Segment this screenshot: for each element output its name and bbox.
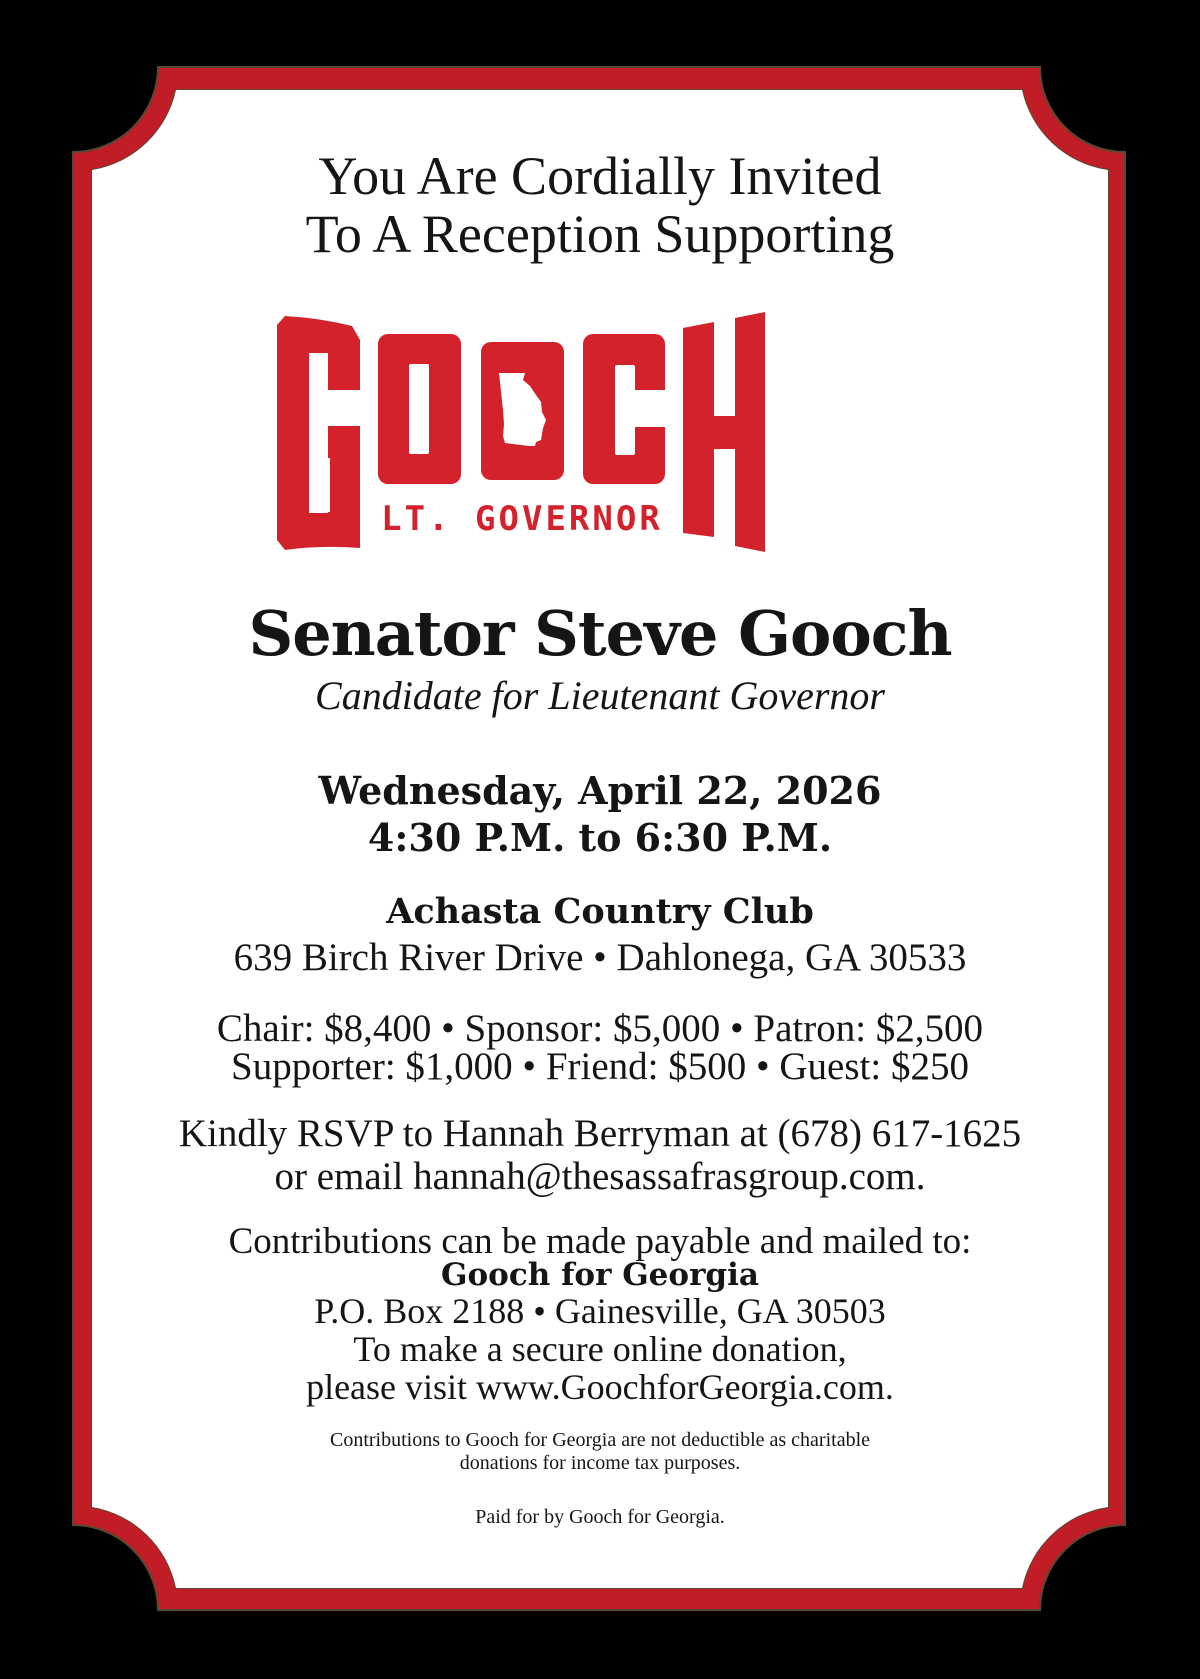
candidate-name: Senator Steve Gooch [248, 597, 952, 670]
contribution-levels-line-1: Chair: $8,400 • Sponsor: $5,000 • Patron: $2,500 [216, 1007, 984, 1050]
venue-name: Achasta Country Club [386, 891, 814, 932]
contributions-payee: Gooch for Georgia [441, 1257, 759, 1293]
logo-tagline: LT. GOVERNOR [381, 499, 663, 539]
logo-letter-o-georgia [481, 342, 564, 480]
disclaimer-line-2: donations for income tax purposes. [459, 1452, 741, 1474]
rsvp-line-1: Kindly RSVP to Hannah Berryman at (678) 617-1625 [178, 1112, 1022, 1155]
event-time: 4:30 P.M. to 6:30 P.M. [367, 815, 833, 860]
paid-for-notice: Paid for by Gooch for Georgia. [475, 1506, 725, 1528]
rsvp-line-2: or email hannah@thesassafrasgroup.com. [274, 1155, 926, 1198]
contributions-intro: Contributions can be made payable and mailed to: [228, 1221, 972, 1262]
contribution-levels-line-2: Supporter: $1,000 • Friend: $500 • Guest: $250 [231, 1045, 969, 1088]
logo-letter-g [277, 316, 362, 550]
invitation-line-2: To A Reception Supporting [305, 204, 895, 264]
logo-letter-o [378, 334, 461, 484]
logo-letter-h [683, 312, 765, 552]
invitation-line-1: You Are Cordially Invited [318, 146, 882, 206]
disclaimer-line-1: Contributions to Gooch for Georgia are not deductible as charitable [329, 1429, 871, 1451]
event-date: Wednesday, April 22, 2026 [318, 768, 882, 813]
logo-letter-c [583, 334, 667, 484]
online-donation-line-2: please visit www.GoochforGeorgia.com. [306, 1367, 894, 1407]
venue-address: 639 Birch River Drive • Dahlonega, GA 30533 [233, 936, 967, 979]
contributions-address: P.O. Box 2188 • Gainesville, GA 30503 [314, 1291, 886, 1331]
candidate-title: Candidate for Lieutenant Governor [315, 673, 885, 718]
online-donation-line-1: To make a secure online donation, [353, 1329, 847, 1369]
